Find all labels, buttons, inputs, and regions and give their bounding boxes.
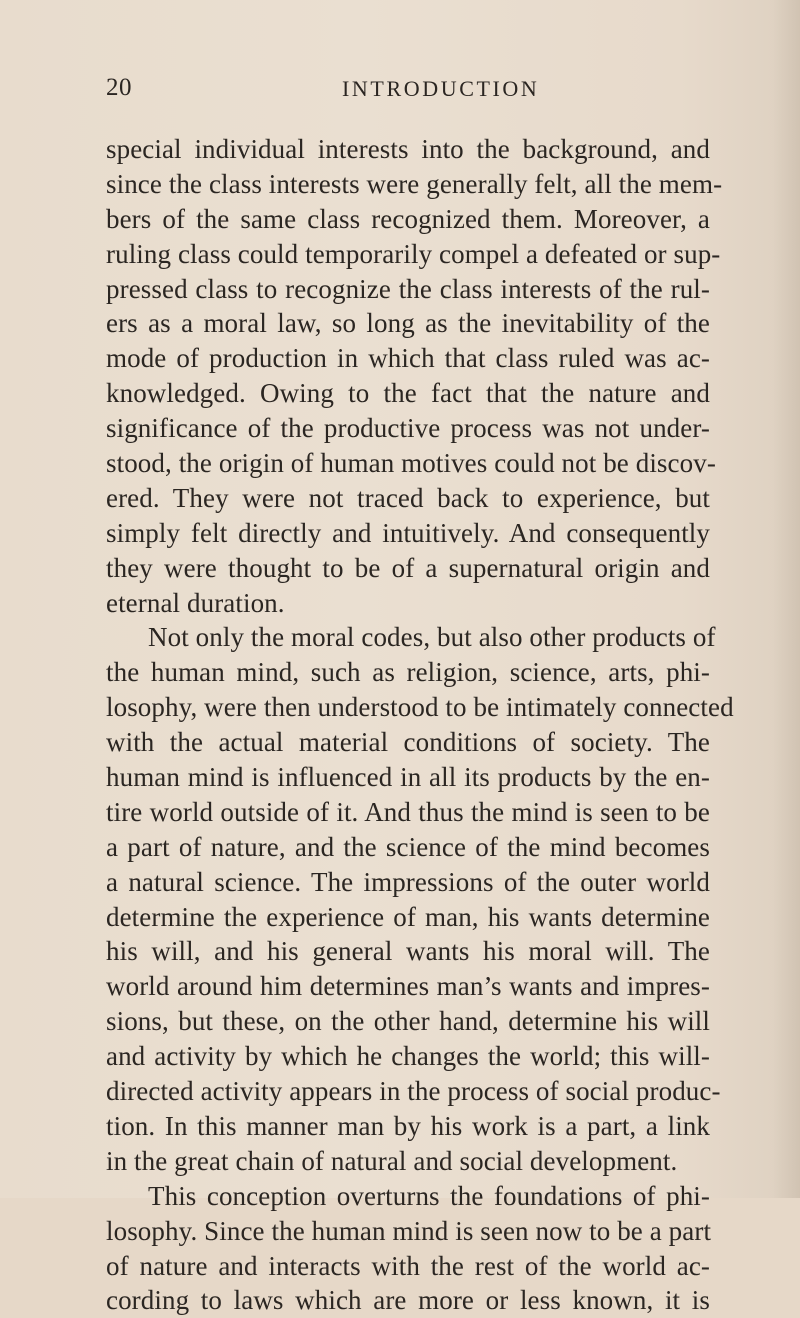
text-line: a part of nature, and the science of the mind becomes bbox=[106, 831, 710, 862]
text-line: stood, the origin of human motives could not be discov- bbox=[106, 448, 716, 479]
text-line: tion. In this manner man by his work is a part, a link bbox=[106, 1110, 710, 1141]
text-line: significance of the productive process was not under- bbox=[106, 413, 710, 444]
text-line: This conception overturns the foundations of phi- bbox=[148, 1180, 710, 1211]
text-line: the human mind, such as religion, science, arts, phi- bbox=[106, 657, 710, 688]
running-title: INTRODUCTION bbox=[342, 76, 540, 101]
text-line: cording to laws which are more or less known, it is bbox=[106, 1285, 710, 1316]
text-line: bers of the same class recognized them. Moreover, a bbox=[106, 203, 710, 234]
text-line: eternal duration. bbox=[106, 587, 285, 618]
text-line: knowledged. Owing to the fact that the nature and bbox=[106, 378, 710, 409]
text-line: tire world outside of it. And thus the mind is seen to be bbox=[106, 796, 710, 827]
text-line: ruling class could temporarily compel a defeated or sup- bbox=[106, 238, 721, 269]
text-line: ers as a moral law, so long as the inevitability of the bbox=[106, 308, 710, 339]
page-header bbox=[106, 74, 706, 108]
text-line: a natural science. The impressions of the outer world bbox=[106, 866, 710, 897]
text-line: world around him determines man’s wants and impres- bbox=[106, 971, 710, 1002]
page-number: 20 bbox=[106, 74, 132, 101]
paragraph bbox=[106, 620, 734, 1178]
text-line: they were thought to be of a supernatural origin and bbox=[106, 552, 710, 583]
text-line: and activity by which he changes the world; this will- bbox=[106, 1041, 710, 1072]
text-line: directed activity appears in the process of social produc- bbox=[106, 1076, 721, 1107]
text-line: since the class interests were generally felt, all the mem- bbox=[106, 168, 723, 199]
text-line: with the actual material conditions of society. The bbox=[106, 727, 710, 758]
text-line: losophy, were then understood to be intimately connected bbox=[106, 692, 734, 723]
text-line: sions, but these, on the other hand, determine his will bbox=[106, 1006, 710, 1037]
text-line: mode of production in which that class ruled was ac- bbox=[106, 343, 710, 374]
text-line: losophy. Since the human mind is seen now to be a part bbox=[106, 1215, 712, 1246]
text-line: ered. They were not traced back to experience, but bbox=[106, 482, 710, 513]
text-line: special individual interests into the background, and bbox=[106, 134, 710, 164]
page-edge-shadow bbox=[772, 0, 800, 1198]
paragraph bbox=[106, 1179, 710, 1318]
body-text bbox=[106, 132, 734, 1318]
paragraph bbox=[106, 132, 723, 620]
text-line: his will, and his general wants his moral will. The bbox=[106, 936, 710, 967]
text-line: determine the experience of man, his wants determine bbox=[106, 901, 710, 932]
text-line: human mind is influenced in all its products by the en- bbox=[106, 762, 710, 793]
text-line: in the great chain of natural and social development. bbox=[106, 1145, 678, 1176]
text-line: pressed class to recognize the class interests of the rul- bbox=[106, 273, 710, 304]
text-line: simply felt directly and intuitively. And consequently bbox=[106, 517, 710, 548]
text-line: of nature and interacts with the rest of the world ac- bbox=[106, 1250, 710, 1281]
text-line: Not only the moral codes, but also other products of bbox=[148, 622, 716, 653]
